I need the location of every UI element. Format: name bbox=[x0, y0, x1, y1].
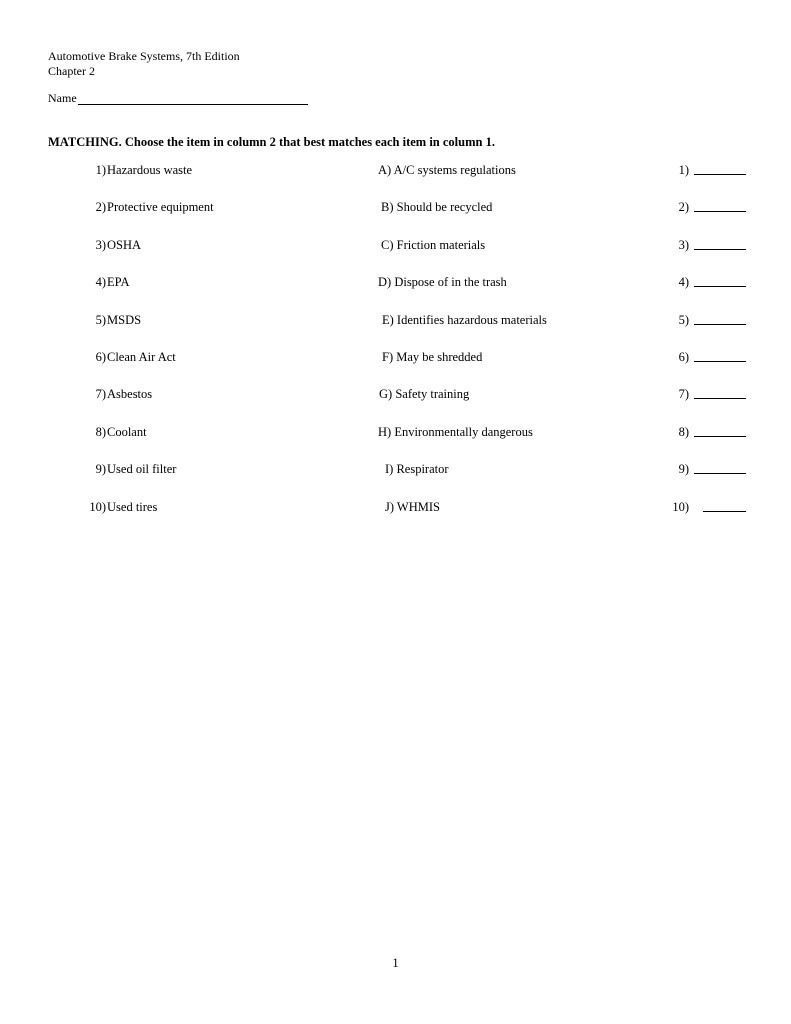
answer-number: 9) bbox=[678, 462, 689, 476]
name-row bbox=[48, 91, 308, 105]
item-term: Asbestos bbox=[107, 387, 153, 401]
item-choice: G) Safety training bbox=[379, 387, 470, 401]
item-term: Used oil filter bbox=[107, 462, 177, 476]
answer-blank[interactable] bbox=[694, 324, 746, 325]
item-choice: B) Should be recycled bbox=[381, 200, 493, 214]
answer-number: 6) bbox=[678, 350, 689, 364]
item-term: EPA bbox=[107, 275, 130, 289]
answer-number: 1) bbox=[678, 163, 689, 177]
item-choice: D) Dispose of in the trash bbox=[378, 275, 507, 289]
book-title: Automotive Brake Systems, 7th Edition bbox=[48, 49, 240, 63]
answer-blank[interactable] bbox=[694, 361, 746, 362]
item-number: 3) bbox=[95, 238, 106, 252]
item-choice: C) Friction materials bbox=[381, 238, 486, 252]
item-choice: F) May be shredded bbox=[382, 350, 483, 364]
item-choice: H) Environmentally dangerous bbox=[378, 425, 533, 439]
item-term: Hazardous waste bbox=[107, 163, 193, 177]
answer-number: 5) bbox=[678, 313, 689, 327]
item-term: Coolant bbox=[107, 425, 147, 439]
answer-number: 2) bbox=[678, 200, 689, 214]
name-field[interactable] bbox=[78, 92, 308, 105]
answer-blank[interactable] bbox=[694, 398, 746, 399]
answer-number: 8) bbox=[678, 425, 689, 439]
answer-number: 10) bbox=[672, 500, 689, 514]
matching-row bbox=[0, 199, 791, 215]
answer-blank[interactable] bbox=[703, 511, 746, 512]
matching-row bbox=[0, 274, 791, 290]
answer-number: 3) bbox=[678, 238, 689, 252]
matching-row bbox=[0, 424, 791, 440]
answer-blank[interactable] bbox=[694, 473, 746, 474]
matching-row bbox=[0, 499, 791, 515]
answer-number: 7) bbox=[678, 387, 689, 401]
answer-blank[interactable] bbox=[694, 249, 746, 250]
matching-row bbox=[0, 312, 791, 328]
name-label: Name bbox=[48, 91, 77, 105]
item-number: 6) bbox=[95, 350, 106, 364]
matching-row bbox=[0, 237, 791, 253]
item-number: 8) bbox=[95, 425, 106, 439]
item-choice: E) Identifies hazardous materials bbox=[382, 313, 547, 327]
item-choice: J) WHMIS bbox=[385, 500, 440, 514]
answer-blank[interactable] bbox=[694, 436, 746, 437]
page-number: 1 bbox=[392, 956, 399, 970]
item-number: 7) bbox=[95, 387, 106, 401]
matching-row bbox=[0, 349, 791, 365]
item-number: 9) bbox=[95, 462, 106, 476]
answer-blank[interactable] bbox=[694, 211, 746, 212]
matching-row bbox=[0, 386, 791, 402]
instructions: MATCHING. Choose the item in column 2 that best matches each item in column 1. bbox=[48, 135, 495, 149]
item-term: OSHA bbox=[107, 238, 142, 252]
item-term: Used tires bbox=[107, 500, 158, 514]
answer-blank[interactable] bbox=[694, 174, 746, 175]
item-term: MSDS bbox=[107, 313, 142, 327]
item-number: 2) bbox=[95, 200, 106, 214]
item-term: Protective equipment bbox=[107, 200, 214, 214]
item-choice: I) Respirator bbox=[385, 462, 449, 476]
item-number: 5) bbox=[95, 313, 106, 327]
item-choice: A) A/C systems regulations bbox=[378, 163, 516, 177]
chapter-label: Chapter 2 bbox=[48, 64, 95, 78]
item-number: 10) bbox=[89, 500, 106, 514]
answer-blank[interactable] bbox=[694, 286, 746, 287]
answer-number: 4) bbox=[678, 275, 689, 289]
item-term: Clean Air Act bbox=[107, 350, 176, 364]
matching-row bbox=[0, 461, 791, 477]
item-number: 4) bbox=[95, 275, 106, 289]
matching-row bbox=[0, 162, 791, 178]
item-number: 1) bbox=[95, 163, 106, 177]
